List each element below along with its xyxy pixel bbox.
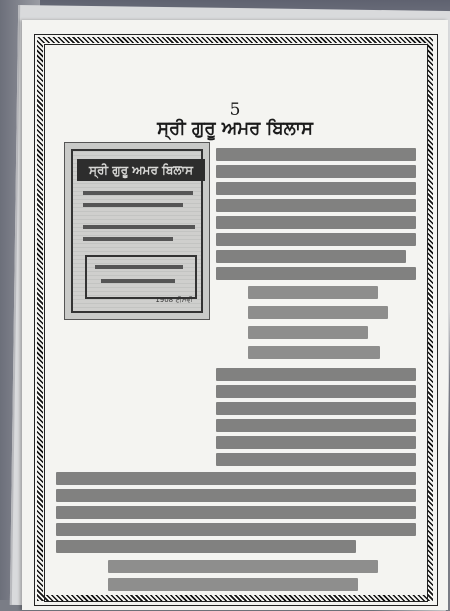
verse-line xyxy=(108,560,378,573)
verse-line xyxy=(248,346,380,359)
body-text-line xyxy=(56,540,356,553)
cover-text-line xyxy=(95,265,183,269)
body-text-line xyxy=(216,199,416,212)
book-cover-photo xyxy=(64,142,210,320)
body-text-line xyxy=(56,506,416,519)
cover-publisher-box xyxy=(85,255,197,299)
book-page xyxy=(22,20,448,610)
body-text-line xyxy=(216,402,416,415)
body-text-line xyxy=(216,436,416,449)
body-text-line xyxy=(56,489,416,502)
body-text-line xyxy=(216,250,406,263)
body-text-line xyxy=(216,385,416,398)
body-text-line xyxy=(216,148,416,161)
body-text-line xyxy=(56,523,416,536)
body-text-line xyxy=(216,182,416,195)
body-text-line xyxy=(216,419,416,432)
body-text-line xyxy=(56,472,416,485)
verse-line xyxy=(248,286,378,299)
cover-text-line xyxy=(101,279,175,283)
verse-line xyxy=(248,306,388,319)
body-text-line xyxy=(216,165,416,178)
cover-text-line xyxy=(83,203,183,207)
page-content xyxy=(48,48,422,596)
cover-text-line xyxy=(83,237,173,241)
body-text-line xyxy=(216,233,416,246)
body-text-line xyxy=(216,368,416,381)
body-text-line xyxy=(216,453,416,466)
chapter-title: ਸ੍ਰੀ ਗੁਰੂ ਅਮਰ ਬਿਲਾਸ xyxy=(157,118,313,139)
book-cover-frame xyxy=(71,149,203,313)
body-text-line xyxy=(216,216,416,229)
cover-text-line xyxy=(83,191,193,195)
book-cover-title: ਸ੍ਰੀ ਗੁਰੂ ਅਮਰ ਬਿਲਾਸ xyxy=(77,159,205,181)
book-cover-year: 1908 ਈਸਵੀ xyxy=(155,296,193,304)
body-text-line xyxy=(216,267,416,280)
chapter-number: 5 xyxy=(229,100,241,120)
verse-line xyxy=(108,578,358,591)
verse-line xyxy=(248,326,368,339)
cover-text-line xyxy=(83,225,195,229)
